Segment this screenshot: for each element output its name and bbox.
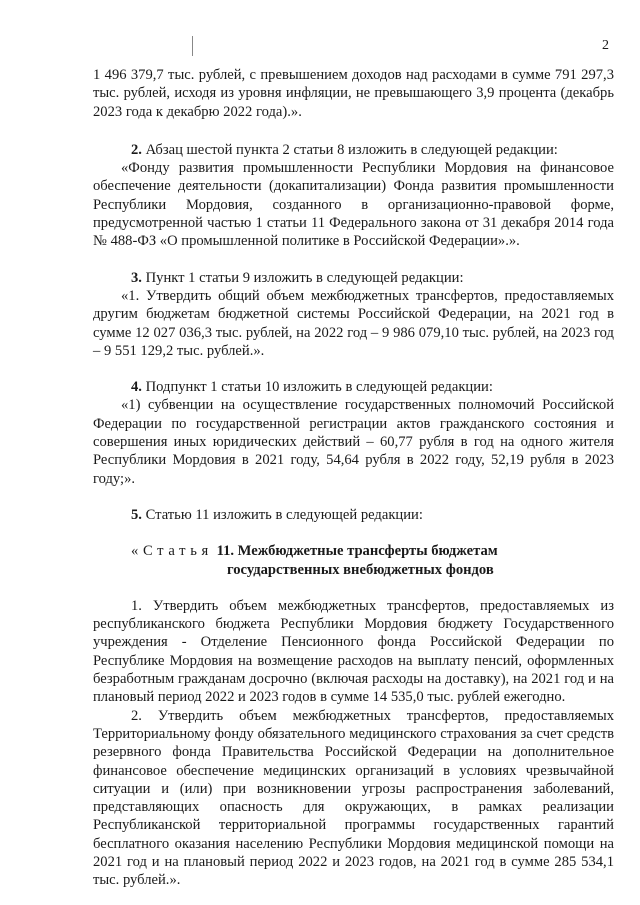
document-body	[93, 66, 614, 890]
section-3-heading	[93, 269, 614, 287]
section-4-number: 4.	[131, 379, 142, 396]
section-4-quote: «1) субвенции на осуществление государственных полномочий Российской Федерации по государственной регистрации актов гражданского состояния и совершения иных юридических действий – 60,77 рубля в год на одного жителя Республики Мордовия в 2021 году, 54,64 рубля в 2022 году, 52,19 рубля в 2023 году;».	[93, 397, 614, 487]
section-3-number: 3.	[131, 269, 142, 286]
article-title-line-2: государственных внебюджетных фондов	[227, 561, 494, 578]
section-2-heading	[93, 141, 614, 159]
scan-artifact-line	[192, 36, 193, 56]
section-5-heading	[93, 506, 614, 524]
section-5-text: Статью 11 изложить в следующей редакции:	[141, 506, 423, 523]
section-2-quote: «Фонду развития промышленности Республики Мордовия на финансовое обеспечение деятельности (докапитализации) Фонда развития промышленности Республики Мордовия, созданного в организационно-правовой форме, предусмотренной частью 1 статьи 11 Федерального закона от 31 декабря 2014 года № 488-ФЗ «О промышленной политике в Российской Федерации».».	[93, 160, 614, 250]
section-5-number: 5.	[131, 506, 142, 523]
page-number: 2	[602, 38, 609, 53]
section-3-text: Пункт 1 статьи 9 изложить в следующей редакции:	[141, 269, 464, 286]
paragraph-continuation: 1 496 379,7 тыс. рублей, с превышением доходов над расходами в сумме 791 297,3 тыс. рублей, исходя из уровня инфляции, не превышающего 3,9 процента (декабрь 2023 года к декабрю 2022 года).».	[93, 67, 614, 120]
article-11-title	[131, 542, 614, 560]
section-4-text: Подпункт 1 статьи 10 изложить в следующей редакции:	[141, 379, 493, 396]
article-item-2: 2. Утвердить объем межбюджетных трансфертов, предоставляемых Территориальному фонду обязательного медицинского страхования за счет средств резервного фонда Правительства Российской Федерации на дополнительное финансовое обеспечение медицинских организаций в условиях чрезвычайной ситуации и (или) при возникновении угрозы распространения заболеваний, представляющих опасность для окружающих, в рамках реализации Республиканской территориальной программы государственных гарантий бесплатного оказания населению Республики Мордовия медицинской помощи на 2021 год и на плановый период 2022 и 2023 годов, на 2021 год в сумме 285 534,1 тыс. рублей.».	[93, 707, 614, 889]
section-2-text: Абзац шестой пункта 2 статьи 8 изложить в следующей редакции:	[141, 141, 558, 158]
article-word: «Статья	[131, 543, 213, 560]
section-3-quote: «1. Утвердить общий объем межбюджетных трансфертов, предоставляемых другим бюджетам бюджетной системы Российской Федерации, на 2021 год в сумме 12 027 036,3 тыс. рублей, на 2022 год – 9 986 079,10 тыс. рублей, на 2023 год – 9 551 129,2 тыс. рублей.».	[93, 287, 614, 359]
article-title-line-1: 11. Межбюджетные трансферты бюджетам	[212, 543, 498, 560]
section-2-number: 2.	[131, 141, 142, 158]
section-4-heading	[93, 378, 614, 396]
article-item-1: 1. Утвердить объем межбюджетных трансфертов, предоставляемых из республиканского бюджета Республики Мордовия бюджету Государственного учреждения - Отделение Пенсионного фонда Российской Федерации по Республике Мордовия на возмещение расходов на выплату пенсий, оформленных безработным гражданам досрочно (включая расходы на доставку), на 2021 год и на плановый период 2022 и 2023 годов в сумме 14 535,0 тыс. рублей ежегодно.	[93, 597, 614, 706]
